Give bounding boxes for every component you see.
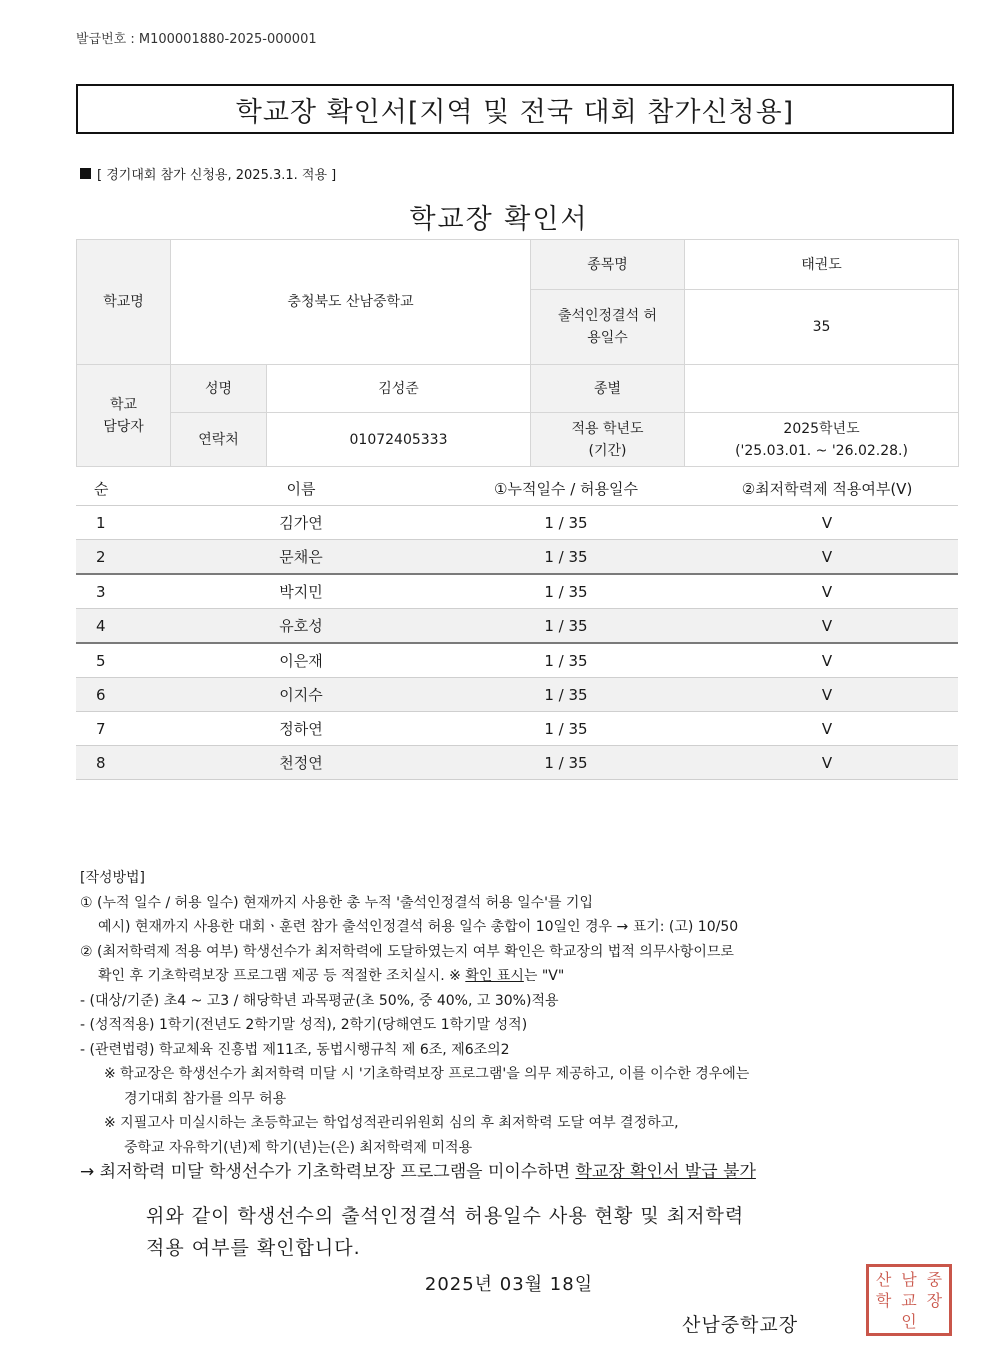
manager-label: 학교 담당자 — [77, 365, 171, 467]
note-line: ※ 지필고사 미실시하는 초등학교는 학업성적관리위원회 심의 후 최저학력 도달 여부 결정하고, — [104, 1115, 679, 1131]
writing-instructions — [80, 866, 960, 1185]
row-check: V — [696, 678, 958, 712]
note-line: → 최저학력 미달 학생선수가 기초학력보장 프로그램을 미이수하면 학교장 확인서 발급 불가 — [80, 1162, 756, 1182]
table-row — [76, 609, 958, 644]
row-seq: 3 — [76, 574, 166, 609]
row-check: V — [696, 712, 958, 746]
sport-value: 태권도 — [685, 240, 959, 290]
row-check: V — [696, 540, 958, 575]
row-seq: 6 — [76, 678, 166, 712]
row-seq: 4 — [76, 609, 166, 644]
school-name-value: 충청북도 산남중학교 — [171, 240, 531, 365]
note-line: 경기대회 참가를 의무 허용 — [124, 1090, 287, 1107]
column-header-name: 이름 — [166, 471, 436, 506]
row-days: 1 / 35 — [436, 540, 696, 575]
row-name: 김가연 — [166, 506, 436, 540]
academic-year-label: 적용 학년도 (기간) — [531, 413, 685, 467]
type-label: 종별 — [531, 365, 685, 413]
info-table — [76, 239, 959, 467]
note-line: - (성적적용) 1학기(전년도 2학기말 성적), 2학기(당해연도 1학기말 성적) — [80, 1017, 528, 1033]
row-name: 이지수 — [166, 678, 436, 712]
row-name: 박지민 — [166, 574, 436, 609]
table-row — [76, 712, 958, 746]
row-days: 1 / 35 — [436, 506, 696, 540]
column-header-check: ②최저학력제 적용여부(V) — [696, 471, 958, 506]
row-days: 1 / 35 — [436, 746, 696, 780]
square-bullet-icon — [80, 168, 91, 179]
note-line: ※ 학교장은 학생선수가 최저학력 미달 시 '기초학력보장 프로그램'을 의무 제공하고, 이를 이수한 경우에는 — [104, 1066, 750, 1082]
type-value — [685, 365, 959, 413]
table-row — [76, 643, 958, 678]
row-days: 1 / 35 — [436, 609, 696, 644]
row-seq: 7 — [76, 712, 166, 746]
official-seal-stamp: 산 남 중 학 교 장 인 — [866, 1264, 952, 1336]
row-name: 이은재 — [166, 643, 436, 678]
absence-days-label: 출석인정결석 허 용일수 — [531, 290, 685, 365]
row-check: V — [696, 574, 958, 609]
row-check: V — [696, 609, 958, 644]
note-line: 중학교 자유학기(년)제 학기(년)는(은) 최저학력제 미적용 — [124, 1139, 473, 1156]
student-list-table — [76, 471, 958, 780]
row-days: 1 / 35 — [436, 678, 696, 712]
meta-line — [80, 164, 336, 183]
confirmation-statement: 위와 같이 학생선수의 출석인정결석 허용일수 사용 현황 및 최저학력 적용 여부를 확인합니다. — [146, 1205, 745, 1259]
school-name-label: 학교명 — [77, 240, 171, 365]
issue-number: 발급번호 : M100001880-2025-000001 — [76, 32, 317, 47]
row-check: V — [696, 643, 958, 678]
row-name: 천정연 — [166, 746, 436, 780]
page-title: 학교장 확인서 — [409, 204, 589, 235]
table-row — [76, 574, 958, 609]
meta-text: [ 경기대회 참가 신청용, 2025.3.1. 적용 ] — [97, 168, 337, 183]
table-row — [76, 678, 958, 712]
row-days: 1 / 35 — [436, 643, 696, 678]
name-value: 김성준 — [267, 365, 531, 413]
note-line: - (대상/기준) 초4 ~ 고3 / 해당학년 과목평균(초 50%, 중 40%, 고 30%)적용 — [80, 992, 559, 1009]
row-days: 1 / 35 — [436, 574, 696, 609]
issue-date: 2025년 03월 18일 — [424, 1274, 594, 1295]
notes-heading: [작성방법] — [80, 870, 146, 886]
note-line: 예시) 현재까지 사용한 대회ㆍ훈련 참가 출석인정결석 허용 일수 총합이 10일인 경우 → 표기: (고) 10/50 — [98, 919, 739, 935]
note-line: ① (누적 일수 / 허용 일수) 현재까지 사용한 총 누적 '출석인정결석 허용 일수'를 기입 — [80, 894, 593, 911]
table-row — [76, 506, 958, 540]
row-days: 1 / 35 — [436, 712, 696, 746]
column-header-days: ①누적일수 / 허용일수 — [436, 471, 696, 506]
row-name: 문채은 — [166, 540, 436, 575]
name-label: 성명 — [171, 365, 267, 413]
contact-label: 연락처 — [171, 413, 267, 467]
note-line: 확인 후 기초학력보장 프로그램 제공 등 적절한 조치실시. ※ 확인 표시는 "V" — [98, 968, 565, 984]
row-seq: 8 — [76, 746, 166, 780]
note-line: ② (최저학력제 적용 여부) 학생선수가 최저학력에 도달하였는지 여부 확인은 학교장의 법적 의무사항이므로 — [80, 943, 734, 960]
row-seq: 1 — [76, 506, 166, 540]
academic-year-value: 2025학년도 ('25.03.01. ~ '26.02.28.) — [685, 413, 959, 467]
table-row — [76, 540, 958, 575]
row-check: V — [696, 746, 958, 780]
principal-signature: 산남중학교장 — [682, 1314, 799, 1336]
note-line: - (관련법령) 학교체육 진흥법 제11조, 동법시행규칙 제 6조, 제6조의2 — [80, 1041, 510, 1058]
row-name: 정하연 — [166, 712, 436, 746]
row-name: 유호성 — [166, 609, 436, 644]
contact-value: 01072405333 — [267, 413, 531, 467]
row-seq: 2 — [76, 540, 166, 575]
row-check: V — [696, 506, 958, 540]
sport-label: 종목명 — [531, 240, 685, 290]
document-title: 학교장 확인서[지역 및 전국 대회 참가신청용] — [76, 84, 954, 134]
table-row — [76, 746, 958, 780]
column-header-seq: 순 — [76, 471, 166, 506]
row-seq: 5 — [76, 643, 166, 678]
absence-days-value: 35 — [685, 290, 959, 365]
